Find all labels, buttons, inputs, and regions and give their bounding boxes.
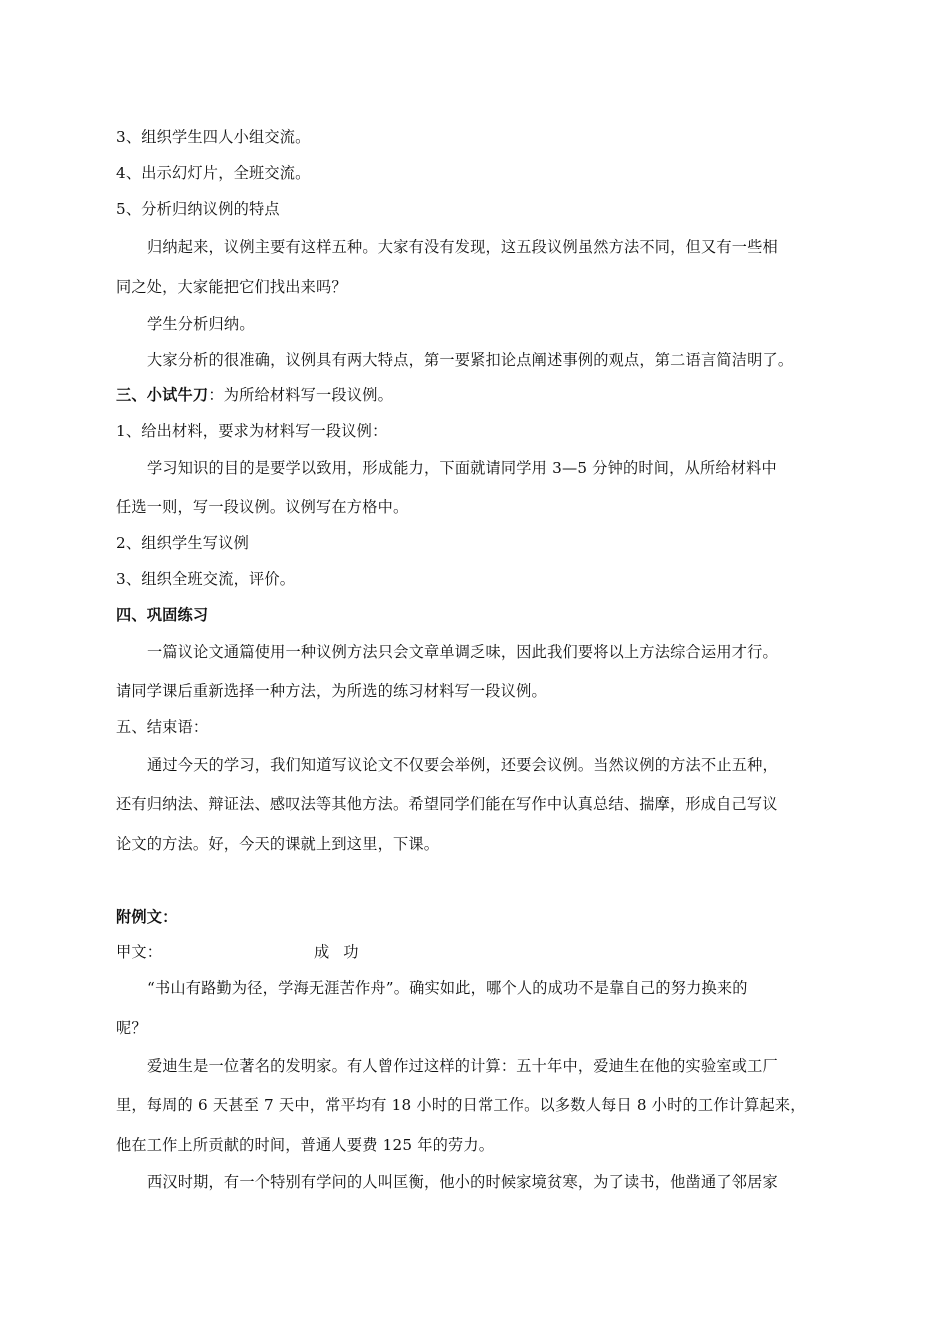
step-4-line: 4、出示幻灯片，全班交流。: [116, 164, 311, 182]
paragraph-line: 里，每周的 6 天甚至 7 天中，常平均有 18 小时的日常工作。以多数人每日 8 小时的工作计算起来，: [116, 1096, 806, 1114]
paragraph-line: 西汉时期，有一个特别有学问的人叫匡衡，他小的时候家境贫寒，为了读书，他凿通了邻居家: [147, 1173, 778, 1191]
section-3-label: 三、小试牛刀: [116, 386, 209, 404]
section-3-heading: [116, 385, 846, 405]
paragraph-line: 学习知识的目的是要学以致用，形成能力，下面就请同学用 3—5 分钟的时间，从所给材料中: [147, 459, 777, 477]
step-5-line: 5、分析归纳议例的特点: [116, 200, 280, 218]
paragraph-line: 呢？: [116, 1019, 147, 1037]
paragraph-line: 他在工作上所贡献的时间，普通人要费 125 年的劳力。: [116, 1136, 495, 1154]
paragraph-line: 学生分析归纳。: [147, 315, 255, 333]
step-3-line: 3、组织全班交流，评价。: [116, 570, 296, 588]
paragraph-line: “书山有路勤为径，学海无涯苦作舟”。确实如此，哪个人的成功不是靠自己的努力换来的: [147, 979, 748, 997]
paragraph-line: 通过今天的学习，我们知道写议论文不仅要会举例，还要会议例。当然议例的方法不止五种，: [147, 756, 778, 774]
paragraph-line: 一篇议论文通篇使用一种议例方法只会文章单调乏味，因此我们要将以上方法综合运用才行。: [147, 643, 778, 661]
essay-a-label: 甲文：: [116, 943, 163, 961]
section-5-heading: 五、结束语：: [116, 718, 209, 736]
paragraph-line: 归纳起来，议例主要有这样五种。大家有没有发现，这五段议例虽然方法不同，但又有一些相: [147, 238, 778, 256]
paragraph-line: 请同学课后重新选择一种方法，为所选的练习材料写一段议例。: [116, 682, 547, 700]
paragraph-line: 任选一则，写一段议例。议例写在方格中。: [116, 498, 409, 516]
paragraph-line: 大家分析的很准确，议例具有两大特点，第一要紧扣论点阐述事例的观点，第二语言简洁明了。: [147, 351, 794, 369]
step-1-line: 1、给出材料，要求为材料写一段议例：: [116, 422, 388, 440]
appendix-heading: 附例文：: [116, 908, 178, 926]
step-3-line: 3、组织学生四人小组交流。: [116, 128, 311, 146]
paragraph-line: 还有归纳法、辩证法、感叹法等其他方法。希望同学们能在写作中认真总结、揣摩，形成自己写议: [116, 795, 778, 813]
step-2-line: 2、组织学生写议例: [116, 534, 249, 552]
paragraph-line: 论文的方法。好，今天的课就上到这里，下课。: [116, 835, 440, 853]
paragraph-line: 同之处，大家能把它们找出来吗？: [116, 278, 347, 296]
paragraph-line: 爱迪生是一位著名的发明家。有人曾作过这样的计算：五十年中，爱迪生在他的实验室或工厂: [147, 1057, 778, 1075]
section-4-heading: 四、巩固练习: [116, 606, 209, 624]
essay-a-title: 成功: [314, 943, 373, 961]
section-3-desc: ：为所给材料写一段议例。: [208, 386, 393, 404]
